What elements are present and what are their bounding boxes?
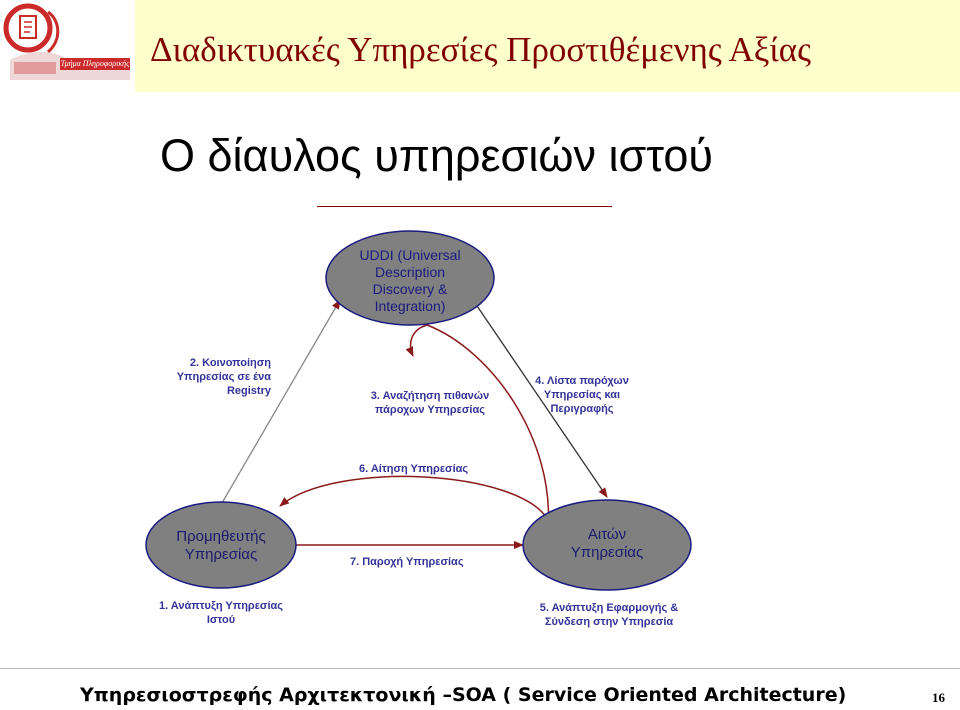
arrow-publish	[222, 300, 340, 503]
arrow-request	[280, 476, 548, 520]
step-2-label: 2. Κοινοποίηση Υπηρεσίας σε ένα Registry	[176, 357, 271, 397]
arrow-search	[411, 325, 549, 530]
footer-title: Υπηρεσιοστρεφής Αρχιτεκτονική –SOA ( Service Oriented Architecture)	[80, 684, 847, 706]
logo-caption: Τμήμα Πληροφορικής	[60, 59, 130, 68]
header-title: Διαδικτυακές Υπηρεσίες Προστιθέμενης Αξίας	[150, 30, 812, 69]
step-5-label: 5. Ανάπτυξη Εφαρμογής & Σύνδεση στην Υπηρεσία	[539, 602, 679, 628]
uddi-node-label: UDDI (Universal Description Discovery & Integration)	[359, 247, 461, 314]
slide-title: Ο δίαυλος υπηρεσιών ιστού	[160, 130, 714, 181]
step-4-label: 4. Λίστα παρόχων Υπηρεσίας και Περιγραφής	[535, 375, 629, 415]
page-number: 16	[932, 690, 945, 705]
footer-divider	[0, 668, 960, 669]
requester-node-label: Αιτών Υπηρεσίας	[570, 526, 644, 561]
step-1-label: 1. Ανάπτυξη Υπηρεσίας Ιστού	[158, 600, 283, 626]
step-6-label: 6. Αίτηση Υπηρεσίας	[359, 463, 469, 475]
step-7-label: 7. Παροχή Υπηρεσίας	[350, 556, 464, 568]
step-3-label: 3. Αναζήτηση πιθανών πάροχων Υπηρεσίας	[370, 390, 490, 416]
provider-node-label: Προμηθευτής Υπηρεσίας	[176, 528, 266, 563]
